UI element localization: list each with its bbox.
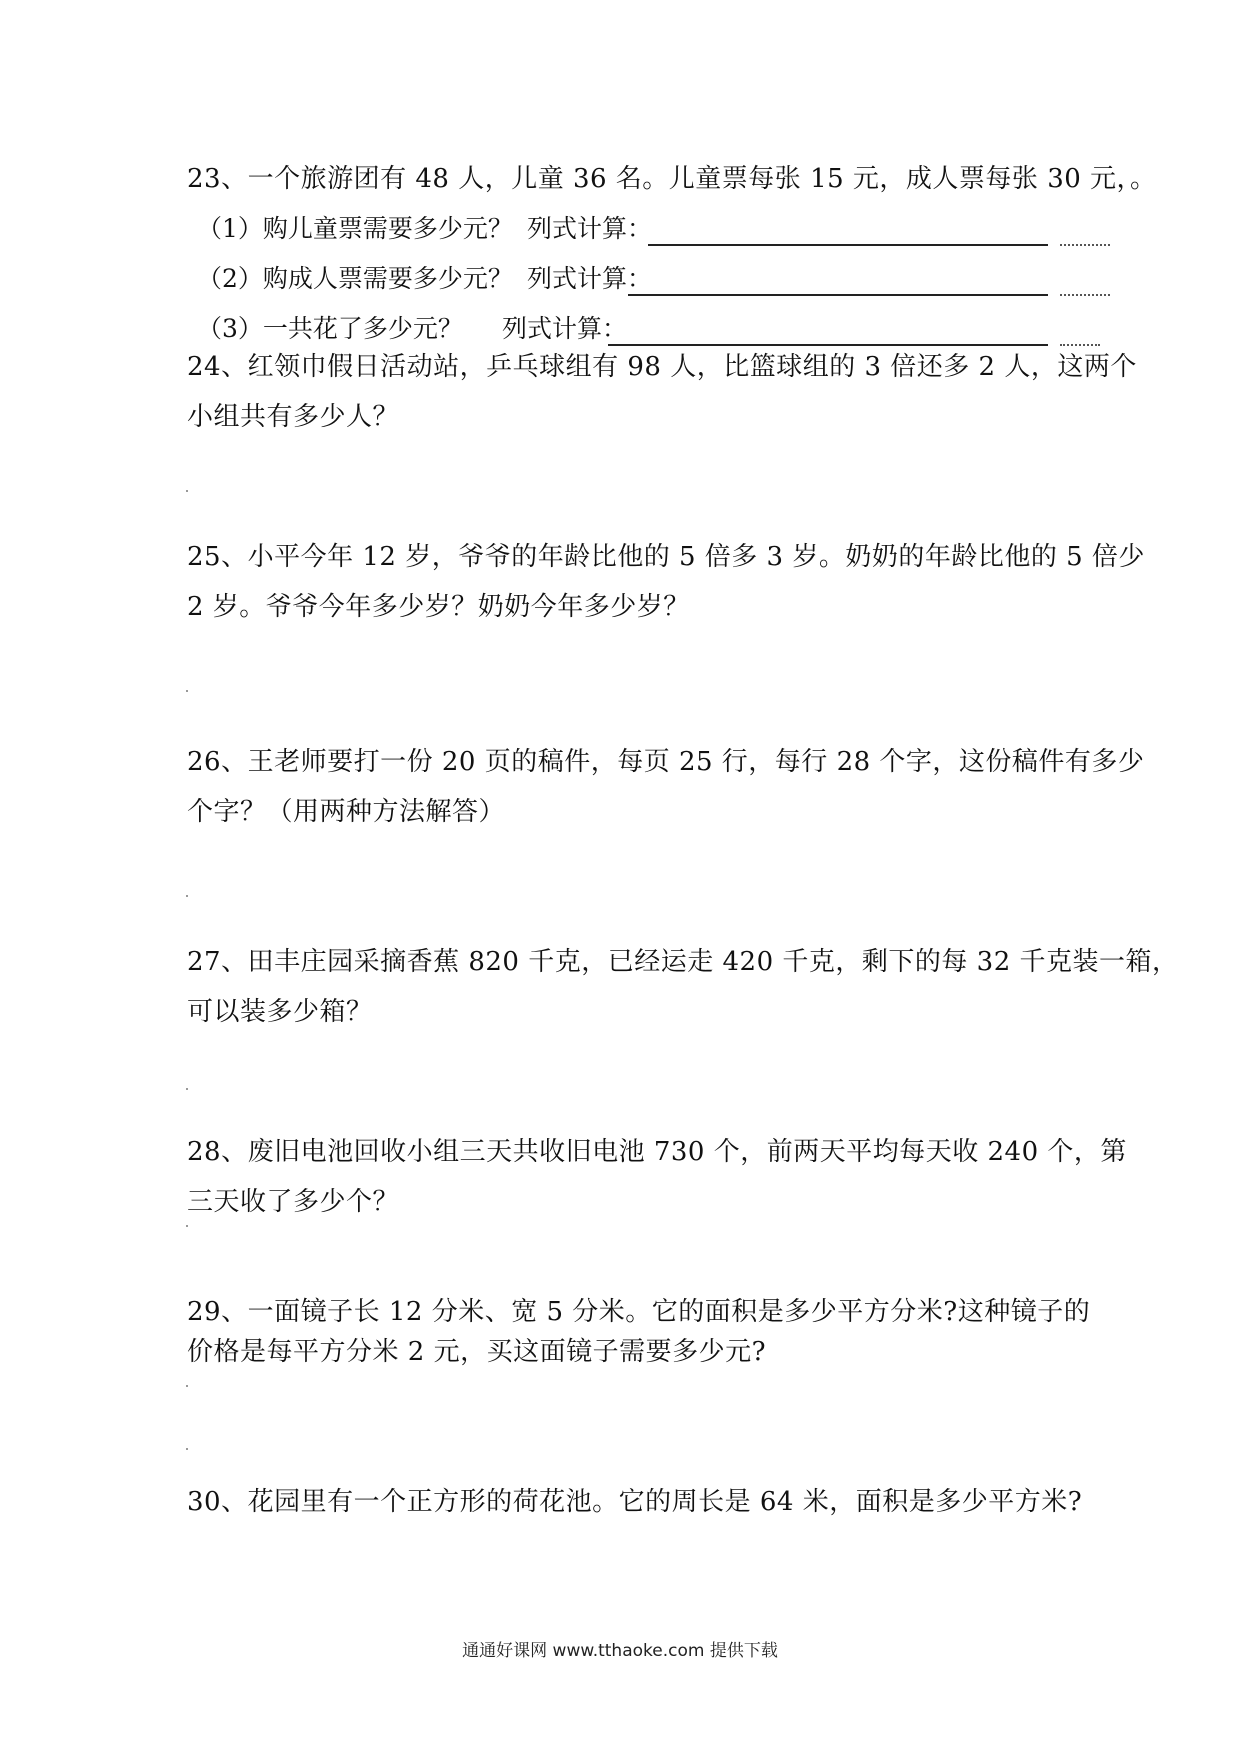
- q23-part-2-answer-extension: [1060, 294, 1110, 296]
- q23-part-3: [197, 312, 1097, 346]
- answer-space-mark: [186, 1448, 188, 1450]
- q23-part-2-answer-line[interactable]: [628, 294, 1048, 296]
- q26-line-1: 26、王老师要打一份 20 页的稿件，每页 25 行，每行 28 个字，这份稿件有多少: [187, 747, 1145, 777]
- q23-part-1-question: （1）购儿童票需要多少元？: [197, 214, 513, 243]
- q23-part-3-question: （3）一共花了多少元？: [197, 314, 463, 343]
- q23-part-2: [197, 262, 1097, 296]
- q23-part-1-answer-extension: [1060, 244, 1110, 246]
- answer-space-mark: [186, 1088, 188, 1090]
- page-footer: 通通好课网 www.tthaoke.com 提供下载: [462, 1641, 778, 1661]
- q23-part-3-answer-line[interactable]: [608, 344, 1048, 346]
- q29-line-1: 29、一面镜子长 12 分米、宽 5 分米。它的面积是多少平方分米?这种镜子的: [187, 1297, 1091, 1327]
- answer-space-mark: [186, 490, 188, 492]
- q26-line-2: 个字？（用两种方法解答）: [187, 797, 506, 827]
- q23-stem: 23、一个旅游团有 48 人，儿童 36 名。儿童票每张 15 元，成人票每张 30 元，。: [187, 164, 1157, 194]
- q23-part-1-label: 列式计算：: [527, 214, 653, 243]
- q23-part-1: [197, 212, 1097, 246]
- answer-space-mark: [186, 1225, 188, 1227]
- answer-space-mark: [186, 1385, 188, 1387]
- q24-line-1: 24、红领巾假日活动站，乒乓球组有 98 人，比篮球组的 3 倍还多 2 人，这两个: [187, 352, 1137, 382]
- q24-line-2: 小组共有多少人？: [187, 402, 400, 432]
- q30-line-1: 30、花园里有一个正方形的荷花池。它的周长是 64 米，面积是多少平方米?: [187, 1487, 1083, 1517]
- q27-line-2: 可以装多少箱？: [187, 997, 373, 1027]
- q28-line-1: 28、废旧电池回收小组三天共收旧电池 730 个，前两天平均每天收 240 个，第: [187, 1137, 1127, 1167]
- q28-line-2: 三天收了多少个？: [187, 1187, 400, 1217]
- q25-line-1: 25、小平今年 12 岁，爷爷的年龄比他的 5 倍多 3 岁。奶奶的年龄比他的 5 倍少: [187, 542, 1145, 572]
- q23-part-3-label: 列式计算：: [502, 314, 628, 343]
- q23-part-2-label: 列式计算：: [527, 264, 653, 293]
- q29-line-2: 价格是每平方分米 2 元，买这面镜子需要多少元?: [187, 1337, 767, 1367]
- q23-part-3-answer-extension: [1060, 344, 1100, 346]
- q25-line-2: 2 岁。爷爷今年多少岁？奶奶今年多少岁？: [187, 592, 690, 622]
- q27-line-1: 27、田丰庄园采摘香蕉 820 千克，已经运走 420 千克，剩下的每 32 千克装一箱，: [187, 947, 1179, 977]
- q23-part-2-question: （2）购成人票需要多少元？: [197, 264, 513, 293]
- answer-space-mark: [186, 690, 188, 692]
- q23-part-1-answer-line[interactable]: [648, 244, 1048, 246]
- answer-space-mark: [186, 895, 188, 897]
